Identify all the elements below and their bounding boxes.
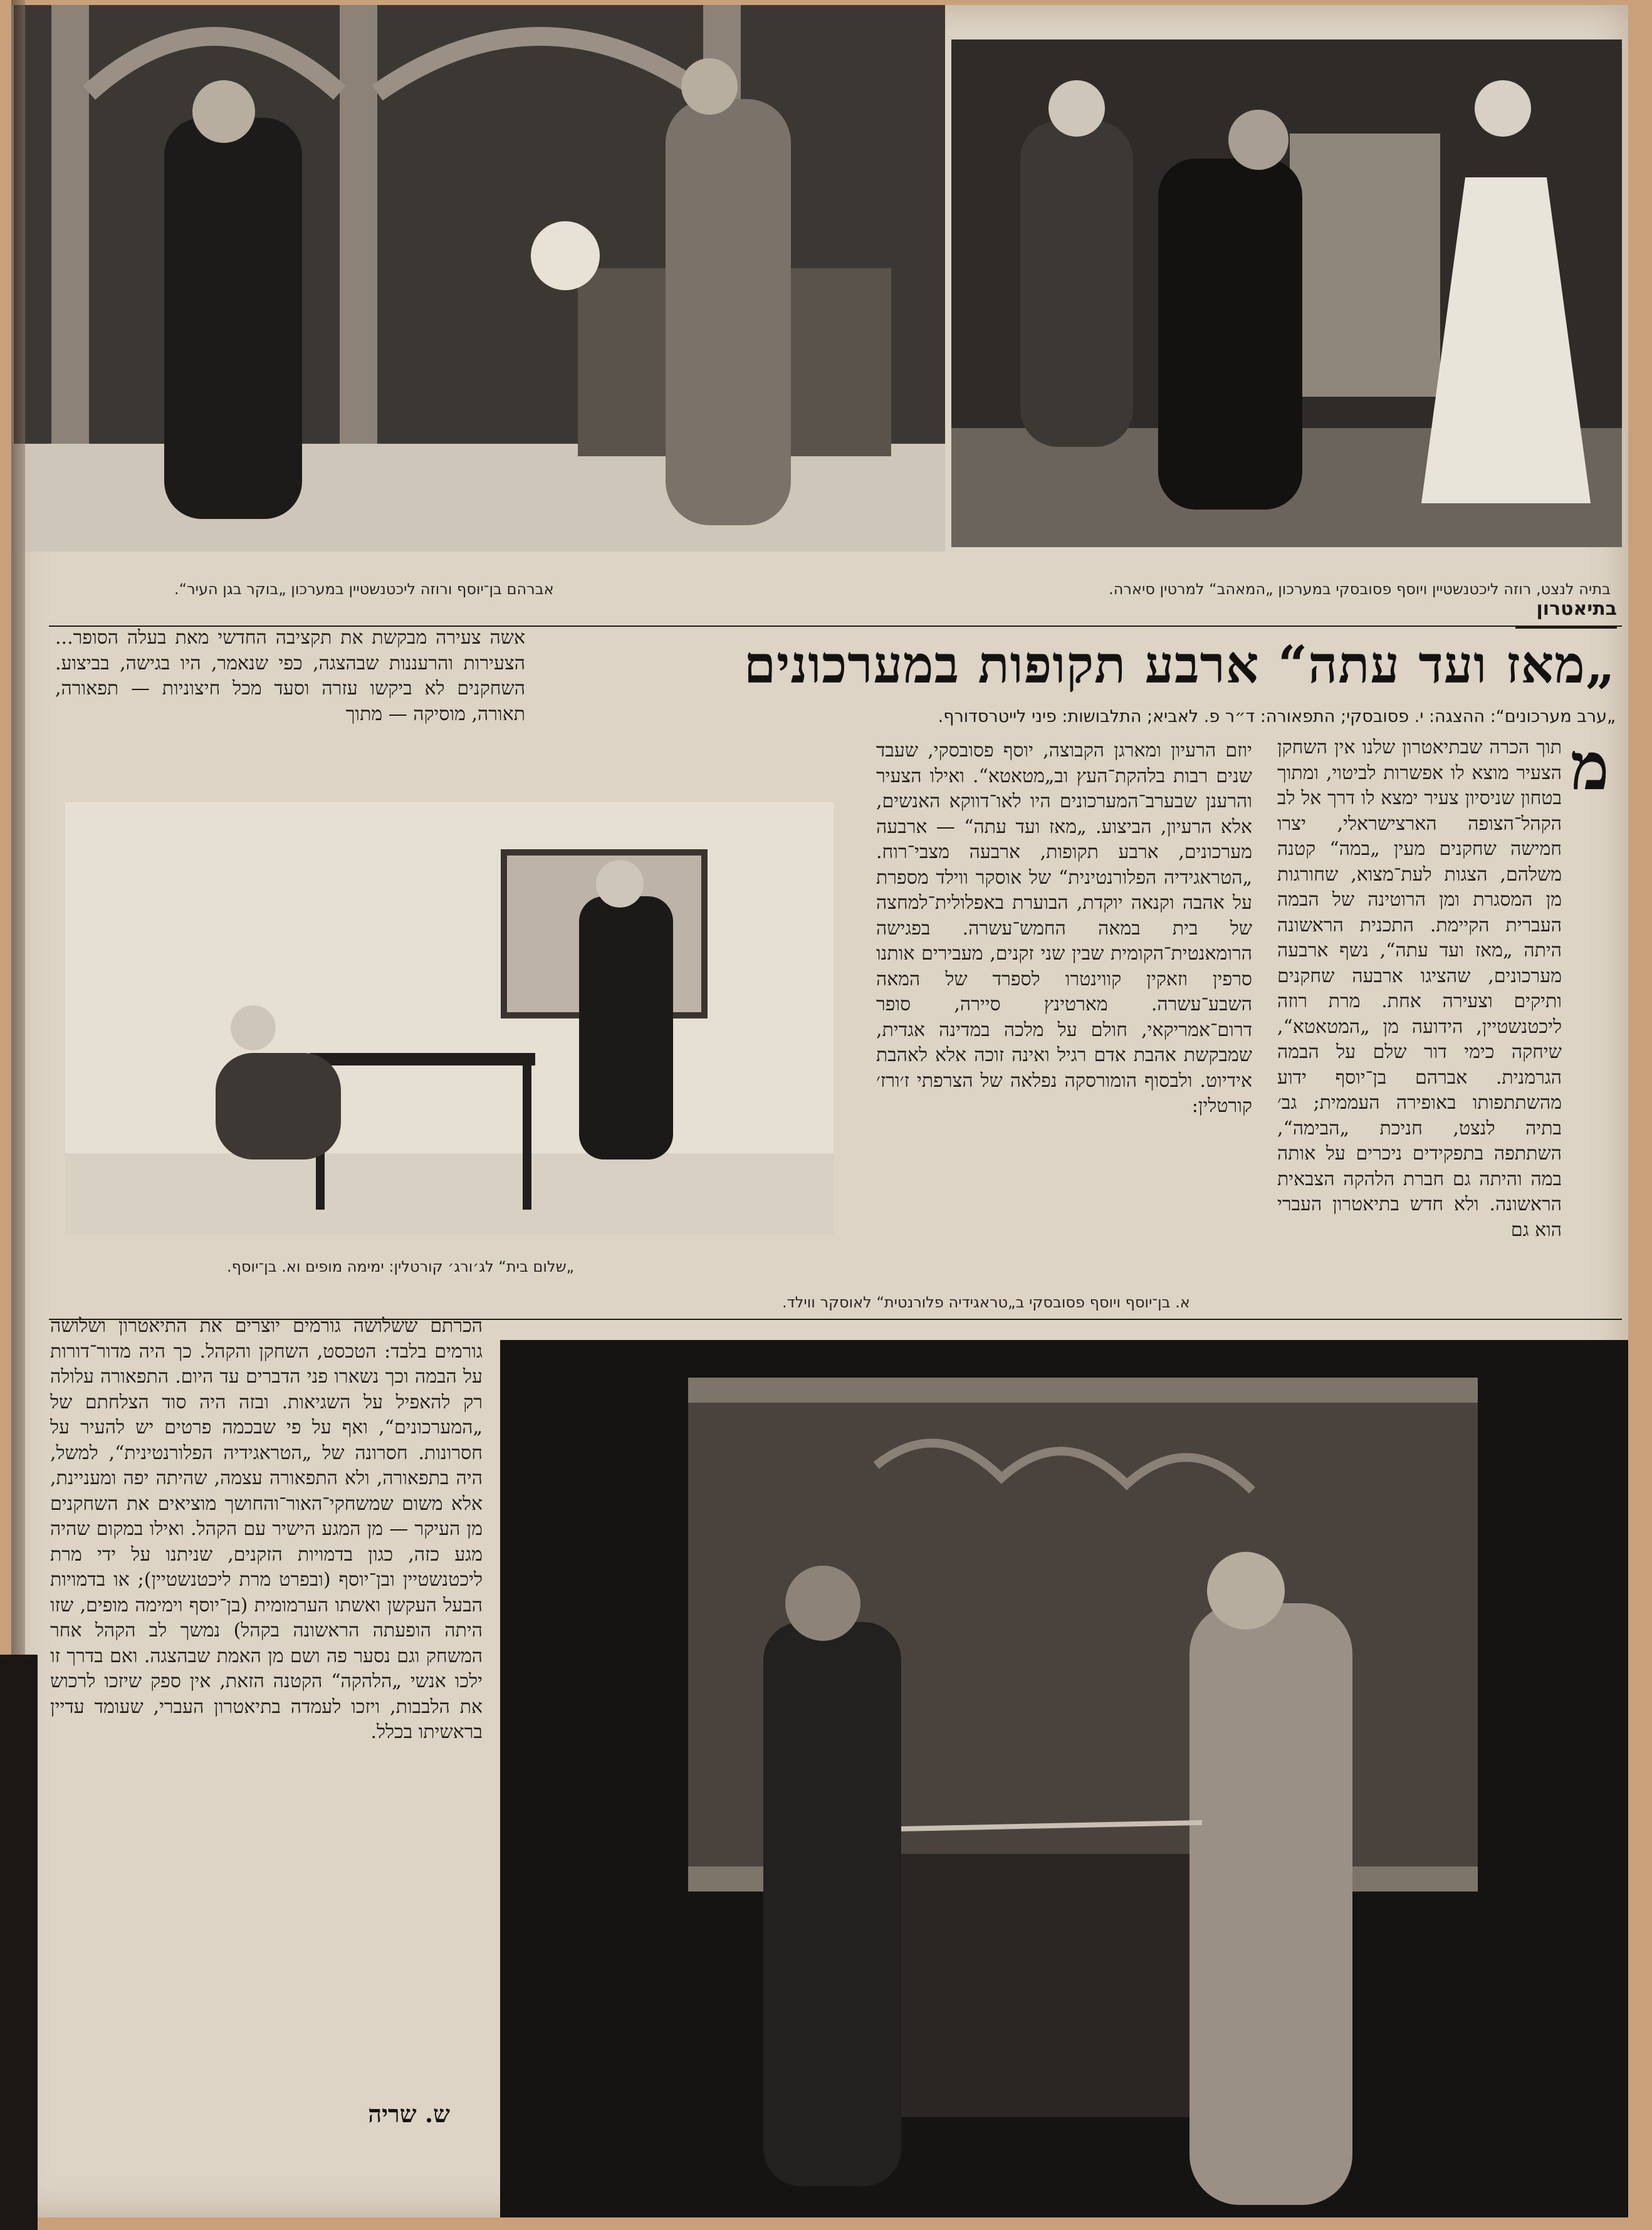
photo-park-morning-sketch [14,5,945,552]
article-paragraph: אשה צעירה מבקשת את תקציבה החדשי מאת בעלה הסופר... הצעירות והרעננות שבהצגה, כפי שנאמר, היו בגישה, בביצוע. השחקנים לא ביקשו עזרה וסעד מכל חיצוניות — תפאורה, תאורה, מוסיקה — מתוך [55,627,525,725]
article-headline: „מאז ועד עתה“ ארבע תקופות במערכונים [743,635,1616,695]
article-column-3 [55,626,525,782]
article-paragraph: יוזם הרעיון ומארגן הקבוצה, יוסף פסובסקי, שעבד שנים רבות בלהקת־העץ וב„מטאטא“. ואילו הצעיר והרענן שבערב־המערכונים היו לאו־דווקא האנשים, אלא הרעיון, הביצוע. „מאז ועד עתה“ — ארבעה מערכונים, ארבע תקופות, ארבעה מצבי־רוח. „הטראגידיה הפלורנטינית“ של אוסקר ווילד מספרת על אהבה וקנאה יוקדת, הבוערת באפלולית־למחצה של בית במאה החמש־עשרה. בפגישה הרומאנטית־הקומית שבין שני זקנים, מעבירים אותנו סרפין וזאקין קווינטרו לספרד של המאה השבע־עשרה. מארטינץ סיירה, סופר דרום־אמריקאי, חולם על מלכה במדינה אגדית, שמבקשת אהבת אדם רגיל ואינה זוכה אלא לאהבת אידיוט. ולבסוף הומורסקה נפלאה של הצרפתי ז׳ורז׳ קורטלין: [876,740,1252,1117]
author-signature: ש. שריה [368,2100,450,2128]
photo-stage-scene-graphic [65,802,834,1235]
photo-florentine-tragedy [500,1340,1628,2217]
article-column-4 [50,1314,483,2053]
production-credits: „ערב מערכונים“: ההצגה: י. פסובסקי; התפאורה: ד״ר פ. לאביא; התלבושות: פיני לייטרסדורף. [938,707,1616,726]
photo-stage-scene-graphic [14,5,945,552]
facing-page-edge [0,1655,38,2230]
photo-stage-scene-graphic [500,1340,1628,2217]
photo-stage-scene-graphic [951,39,1622,547]
drop-cap: מ [1571,728,1609,805]
photo-domestic-peace-sketch [65,802,834,1235]
article-column-2 [876,738,1252,1290]
caption-top-right: בתיה לנצט, רוזה ליכטנשטיין ויוסף פסובסקי במערכון „המאהב“ למרטין סיארה. [1109,580,1611,598]
article-column-1 [1277,728,1616,1287]
caption-bottom: א. בן־יוסף ויוסף פסובסקי ב„טראגידיה פלורנטית“ לאוסקר ווילד. [782,1294,1190,1311]
section-label: בתיאטרון [1515,598,1617,629]
article-paragraph: הכרתם ששלושה גורמים יוצרים את התיאטרון ושלושה גורמים בלבד: הטכסט, השחקן והקהל. כך היה מדור־דורות על הבמה וכך נשארו פני הדברים עד היום. התפאורה עלולה רק להאפיל על השגיאות. ובזה היה סוד הצלחתם של „המערכונים“, ואף על פי שבכמה פרטים יש להעיר על חסרונות. חסרונה של „הטראגידיה הפלורנטינית“, למשל, היה בתפאורה, ולא התפאורה עצמה, שהיתה יפה ומעניינת, אלא משום שמשחקי־האור־והחושך מוציאים את השחקנים מן העיקר — מן המגע הישיר עם הקהל. ואילו במקום שהיה מגע כזה, כגון בדמויות הזקנים, שניתנו על ידי מרת ליכטנשטיין ובן־יוסף (ובפרט מרת ליכטנשטיין); או בדמויות הבעל העקשן ואשתו הערמומית (בן־יוסף וימימה מופים, שזו היתה הופעתה הראשונה בקהל) נמשך לב הקהל אחר המשחק וגם נסער פה ושם מן האמת שבהצגה. ואם בדרך זו ילכו אנשי „הלהקה“ הקטנה הזאת, אין ספק שיזכו לרכוש את הלבבות, ויזכו לעמדה בתיאטרון העברי, שעומד עדיין בראשיתו בכלל. [50,1315,483,1743]
magazine-page [11,5,1628,2217]
article-paragraph: תוך הכרה שבתיאטרון שלנו אין השחקן הצעיר מוצא לו אפשרות לביטוי, ומתוך בטחון שניסיון צעיר ימצא לו דרך אל לב הקהל־הצופה הארצישראלי, יצרו חמישה שחקנים מעין „במה“ קטנה משלהם, הצגות לעת־מצוא, שחורגות מן המסגרת ומן הרוטינה של הבמה העברית הקיימת. התכנית הראשונה היתה „מאז ועד עתה“, נשף ארבעה מערכונים, שהציגו ארבעה שחקנים ותיקים וצעירה אחת. מרת רוזה ליכטנשטיין, הידועה מן „המטאטא“, שיחקה כימי דור שלם על הבמה הגרמנית. אברהם בן־יוסף ידוע מהשתתפותו באופירה העממית; גב׳ בתיה לנצט, חניכת „הבימה“, השתתפה בתפקידים ניכרים על אותה במה והיתה גם חברת הלהקה הצבאית הראשונה. ולא חדש בתיאטרון העברי הוא גם [1277,736,1562,1241]
photo-the-lover-sketch [951,39,1622,547]
caption-middle: „שלום בית“ לג׳ורג׳ קורטלין: ימימה מופים וא. בן־יוסף. [227,1258,575,1275]
caption-top-left: אברהם בן־יוסף ורוזה ליכטנשטיין במערכון „בוקר בגן העיר“. [174,580,554,598]
